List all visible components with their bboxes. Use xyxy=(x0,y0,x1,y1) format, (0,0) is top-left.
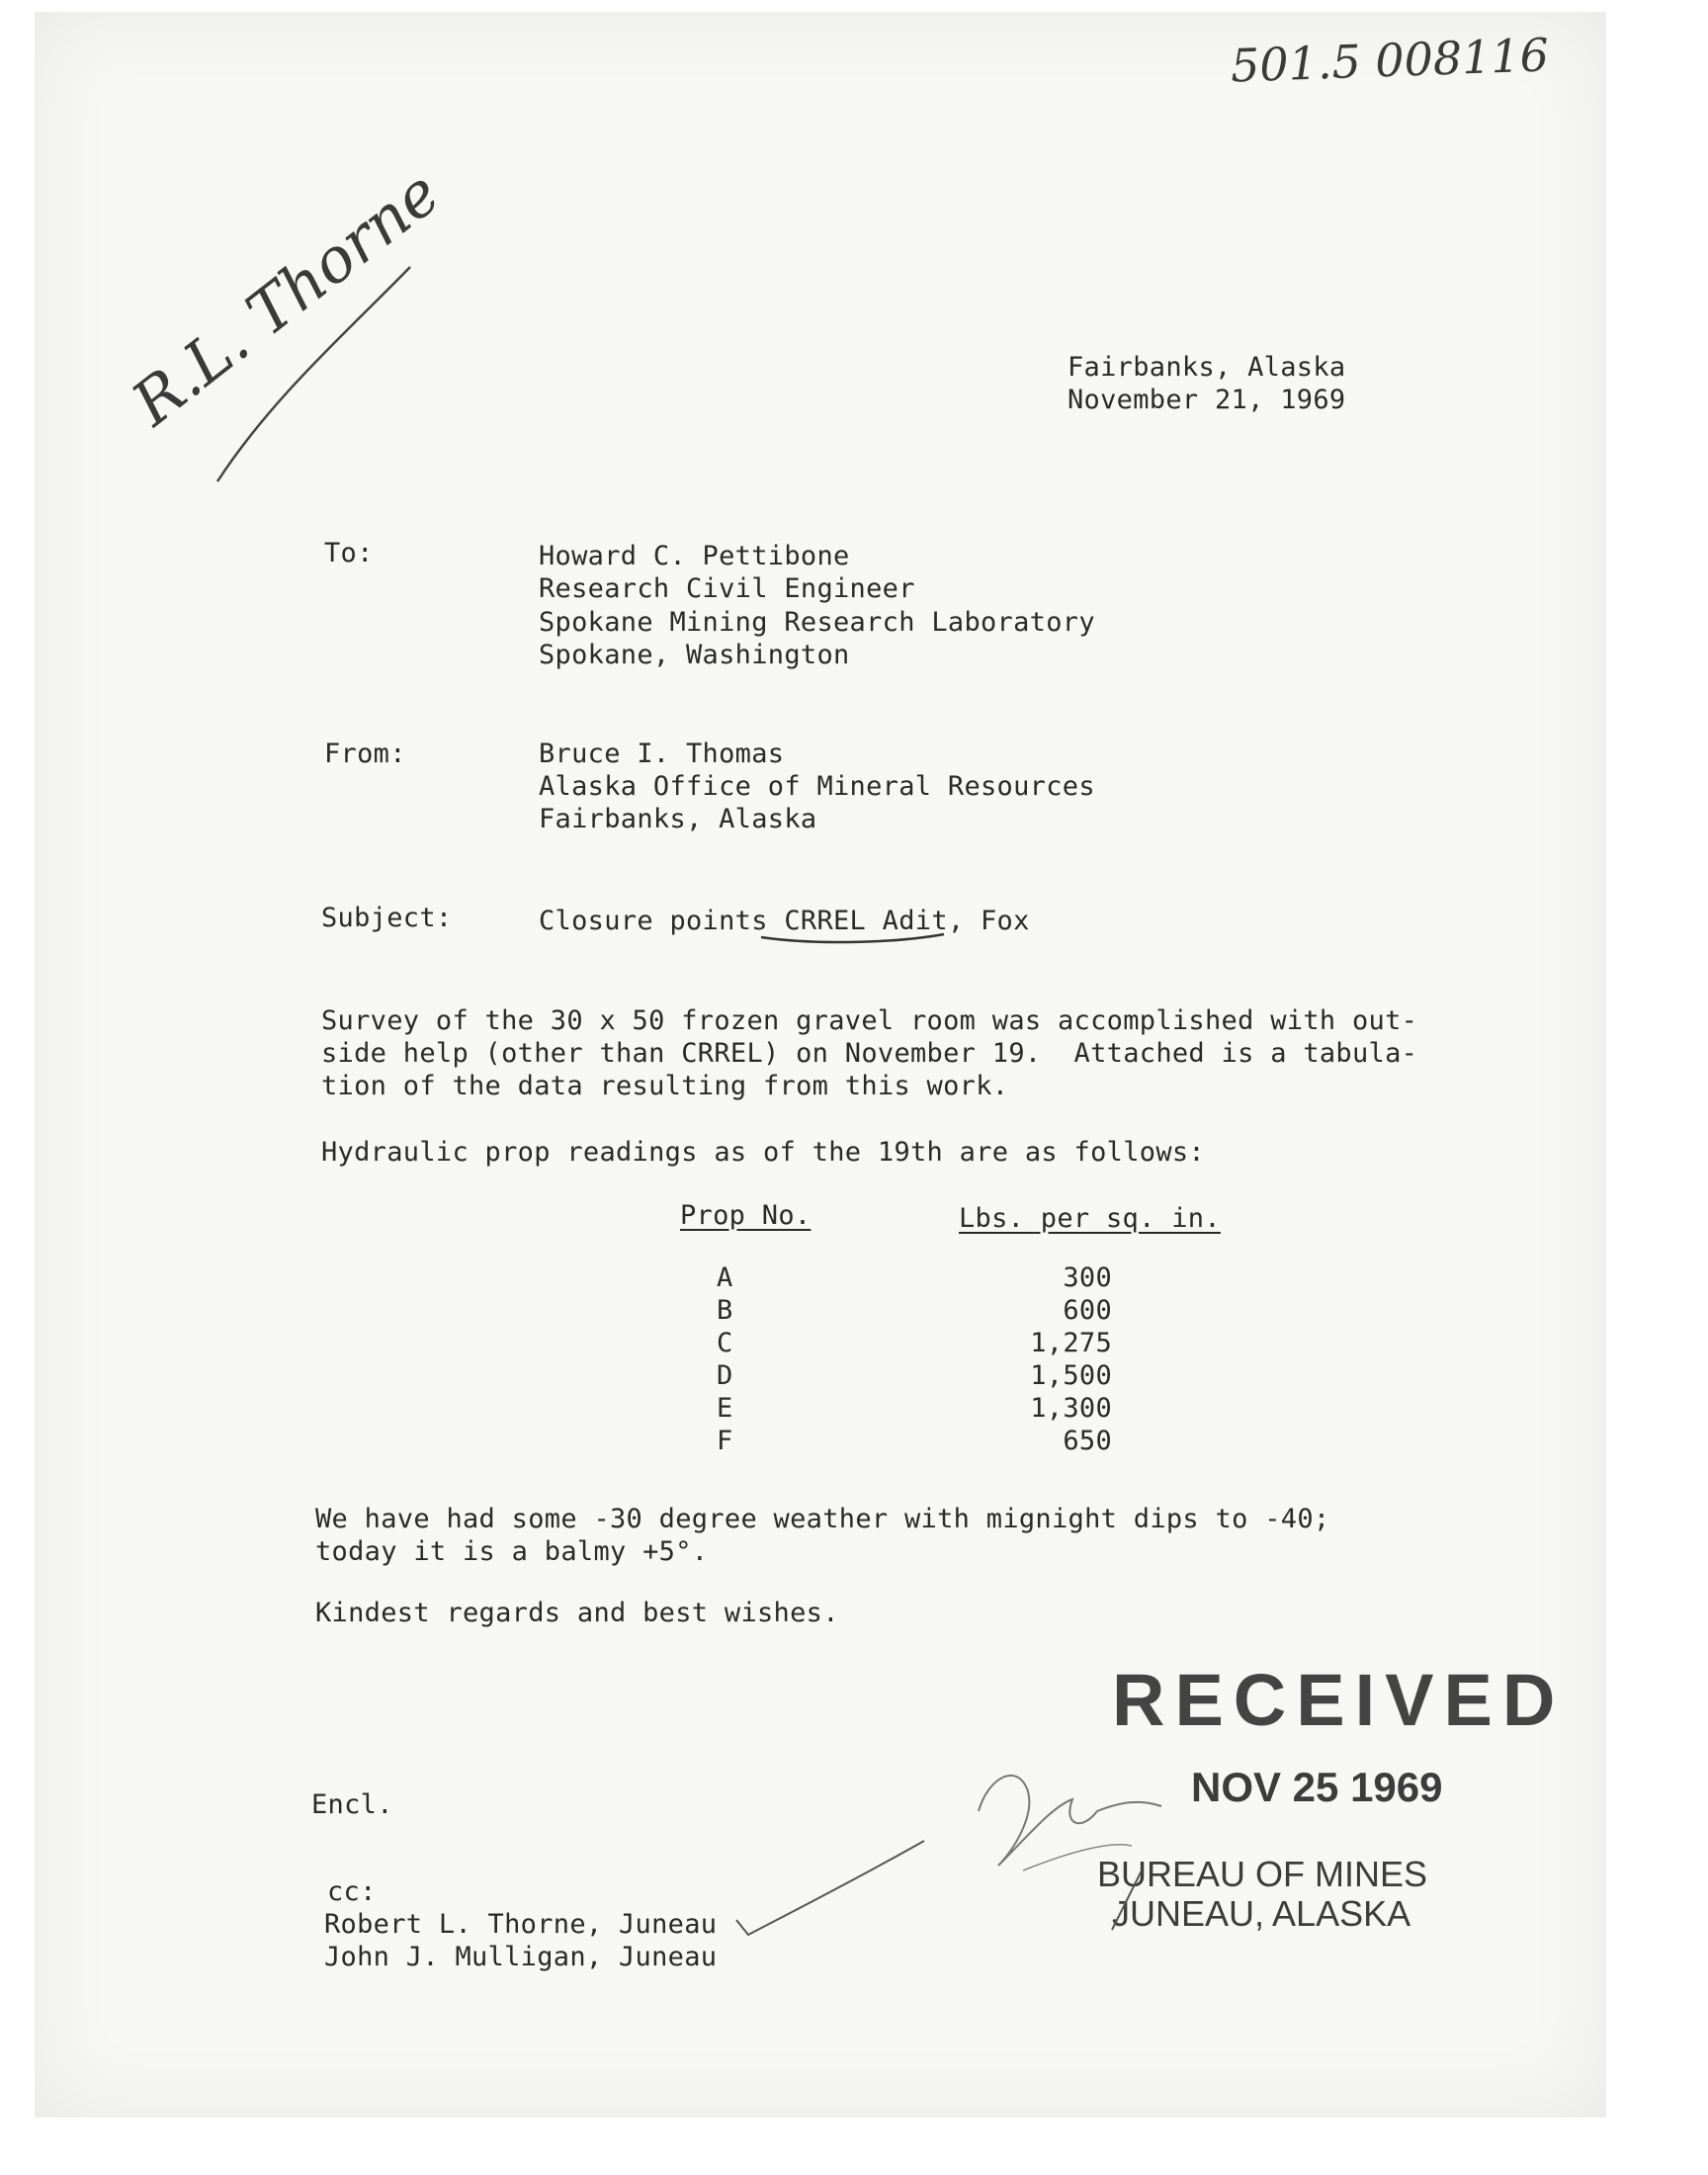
to-label: To: xyxy=(324,538,374,568)
body-line: Hydraulic prop readings as of the 19th are as follows: xyxy=(321,1137,1205,1168)
cc-line: John J. Mulligan, Juneau xyxy=(324,1942,718,1972)
name-underline-curve xyxy=(217,267,410,481)
table-header-lbs: Lbs. per sq. in. xyxy=(959,1203,1221,1234)
stamp-org-line: JUNEAU, ALASKA xyxy=(1112,1893,1411,1934)
subject-label: Subject: xyxy=(321,903,453,933)
table-cell-lbs: 1,500 xyxy=(1030,1360,1112,1391)
subject-text: Closure points CRREL Adit, Fox xyxy=(539,906,1030,936)
table-cell-lbs: 1,300 xyxy=(1030,1393,1112,1424)
stamp-org-line: BUREAU OF MINES xyxy=(1097,1854,1428,1894)
signature-tail xyxy=(1023,1845,1132,1870)
stamp-slash-mark xyxy=(1112,1870,1142,1930)
body-line: side help (other than CRREL) on November 19. Attached is a tabula- xyxy=(321,1038,1418,1069)
letter-date: November 21, 1969 xyxy=(1068,385,1346,415)
table-cell-prop: E xyxy=(717,1393,733,1424)
cc-line: Robert L. Thorne, Juneau xyxy=(324,1909,718,1940)
table-cell-prop: D xyxy=(717,1360,733,1391)
signature-scribble xyxy=(979,1776,1161,1866)
table-cell-lbs: 650 xyxy=(1063,1426,1112,1456)
letter-place: Fairbanks, Alaska xyxy=(1068,352,1346,383)
to-line: Spokane, Washington xyxy=(539,640,850,670)
closing: Kindest regards and best wishes. xyxy=(315,1598,839,1628)
table-cell-prop: C xyxy=(717,1328,733,1358)
to-line: Spokane Mining Research Laboratory xyxy=(539,607,1095,638)
handwritten-name: R.L. Thorne xyxy=(119,156,453,440)
table-header-prop: Prop No. xyxy=(680,1200,811,1231)
table-cell-prop: B xyxy=(717,1295,733,1326)
from-line: Fairbanks, Alaska xyxy=(539,804,817,834)
table-cell-prop: A xyxy=(717,1262,733,1293)
from-label: From: xyxy=(324,739,406,769)
body-line: today it is a balmy +5°. xyxy=(315,1536,709,1567)
from-line: Bruce I. Thomas xyxy=(539,739,785,769)
cc-checkmark xyxy=(736,1841,924,1935)
body-line: Survey of the 30 x 50 frozen gravel room was accomplished with out- xyxy=(321,1005,1418,1036)
body-line: tion of the data resulting from this work. xyxy=(321,1071,1009,1101)
file-number: 501.5 008116 xyxy=(1230,28,1550,93)
pen-marks xyxy=(35,12,1606,2118)
enclosure-note: Encl. xyxy=(311,1789,393,1820)
table-cell-lbs: 300 xyxy=(1063,1262,1112,1293)
subject-underline-mark xyxy=(761,934,944,942)
table-cell-lbs: 600 xyxy=(1063,1295,1112,1326)
cc-label: cc: xyxy=(327,1876,377,1907)
from-line: Alaska Office of Mineral Resources xyxy=(539,771,1095,802)
received-date: NOV 25 1969 xyxy=(1191,1764,1443,1810)
to-line: Howard C. Pettibone xyxy=(539,541,850,571)
body-line: We have had some -30 degree weather with mignight dips to -40; xyxy=(315,1504,1330,1534)
to-line: Research Civil Engineer xyxy=(539,573,915,604)
letter-page xyxy=(35,12,1606,2118)
table-cell-prop: F xyxy=(717,1426,733,1456)
received-stamp: RECEIVED xyxy=(1112,1659,1566,1741)
table-cell-lbs: 1,275 xyxy=(1030,1328,1112,1358)
